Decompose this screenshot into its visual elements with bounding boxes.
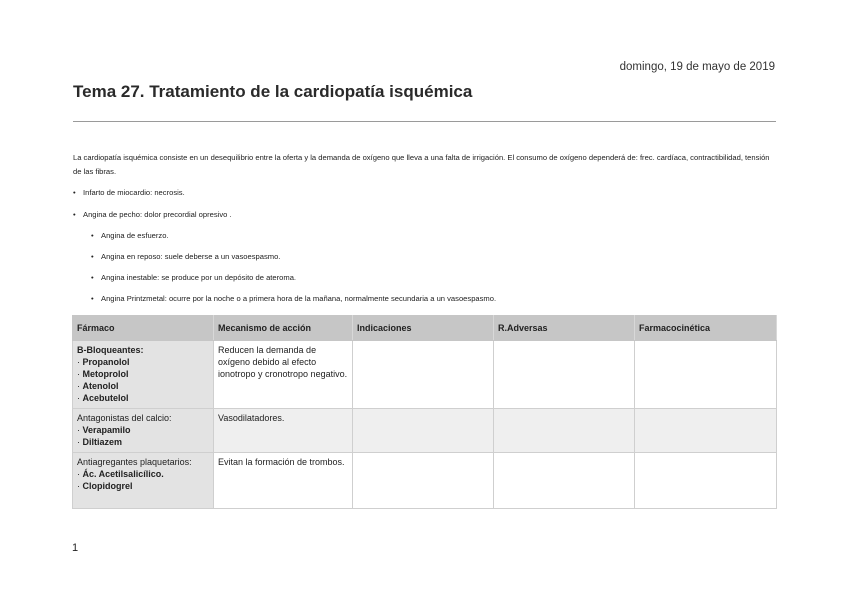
bullet-dot-icon: • <box>91 231 94 240</box>
intro-paragraph: La cardiopatía isquémica consiste en un desequilibrio entre la oferta y la demanda de oxígeno que lleva a una falta de irrigación. El consumo de oxígeno dependerá de: frec. cardíaca, contractibilidad, tensión de las fibras. <box>73 153 770 176</box>
column-header: Farmacocinética <box>635 316 777 341</box>
drug-group-name: B-Bloqueantes: <box>77 345 144 355</box>
drug-group-name: Antiagregantes plaquetarios: <box>77 457 192 467</box>
indications-cell <box>353 453 494 509</box>
drug-item: · Atenolol <box>77 381 119 391</box>
mechanism-cell: Vasodilatadores. <box>214 409 353 453</box>
bullet-text: Infarto de miocardio: necrosis. <box>83 188 185 197</box>
sub-bullet-text: Angina inestable: se produce por un depósito de ateroma. <box>101 273 297 282</box>
bullet-dot-icon: • <box>91 252 94 261</box>
bullet-item <box>73 188 185 197</box>
sub-bullet-item <box>91 231 169 240</box>
drug-item: · Diltiazem <box>77 437 123 447</box>
document-title: Tema 27. Tratamiento de la cardiopatía isquémica <box>73 82 473 101</box>
page-number: 1 <box>72 542 79 554</box>
document-date: domingo, 19 de mayo de 2019 <box>619 61 775 73</box>
bullet-item <box>73 210 232 219</box>
indications-cell <box>353 409 494 453</box>
sub-bullet-text: Angina en reposo: suele deberse a un vasoespasmo. <box>101 252 281 261</box>
mechanism-cell: Evitan la formación de trombos. <box>214 453 353 509</box>
column-header: R.Adversas <box>494 316 635 341</box>
column-header: Mecanismo de acción <box>214 316 353 341</box>
table-row <box>73 409 777 453</box>
pharmacokinetics-cell <box>635 341 777 409</box>
sub-bullet-item <box>91 252 280 261</box>
drug-group-name: Antagonistas del calcio: <box>77 413 172 423</box>
sub-bullet-item <box>91 273 296 282</box>
drug-item: · Metoprolol <box>77 369 129 379</box>
pharmacokinetics-cell <box>635 409 777 453</box>
adverse-effects-cell <box>494 409 635 453</box>
bullet-dot-icon: • <box>91 273 94 282</box>
drug-cell <box>73 341 214 409</box>
drug-item: · Clopidogrel <box>77 481 133 491</box>
sub-bullet-text: Angina de esfuerzo. <box>101 231 169 240</box>
bullet-text: Angina de pecho: dolor precordial opresivo . <box>83 210 232 219</box>
bullet-dot-icon: • <box>73 210 76 219</box>
drug-cell <box>73 453 214 509</box>
drug-item: · Verapamilo <box>77 425 131 435</box>
adverse-effects-cell <box>494 341 635 409</box>
drug-item: · Acebutelol <box>77 393 129 403</box>
drug-table <box>72 315 777 509</box>
sub-bullet-text: Angina Printzmetal: ocurre por la noche o a primera hora de la mañana, normalmente secundaria a un vasoespasmo. <box>101 294 497 303</box>
column-header: Fármaco <box>73 316 214 341</box>
table-row <box>73 341 777 409</box>
adverse-effects-cell <box>494 453 635 509</box>
bullet-dot-icon: • <box>73 188 76 197</box>
table-row <box>73 453 777 509</box>
drug-item: · Ác. Acetilsalicílico. <box>77 469 164 479</box>
drug-item: · Propanolol <box>77 357 130 367</box>
title-divider <box>73 121 776 122</box>
drug-cell <box>73 409 214 453</box>
pharmacokinetics-cell <box>635 453 777 509</box>
bullet-dot-icon: • <box>91 294 94 303</box>
sub-bullet-item <box>91 294 496 303</box>
indications-cell <box>353 341 494 409</box>
mechanism-cell: Reducen la demanda de oxígeno debido al efecto ionotropo y cronotropo negativo. <box>214 341 353 409</box>
table-header-row <box>73 316 777 341</box>
column-header: Indicaciones <box>353 316 494 341</box>
